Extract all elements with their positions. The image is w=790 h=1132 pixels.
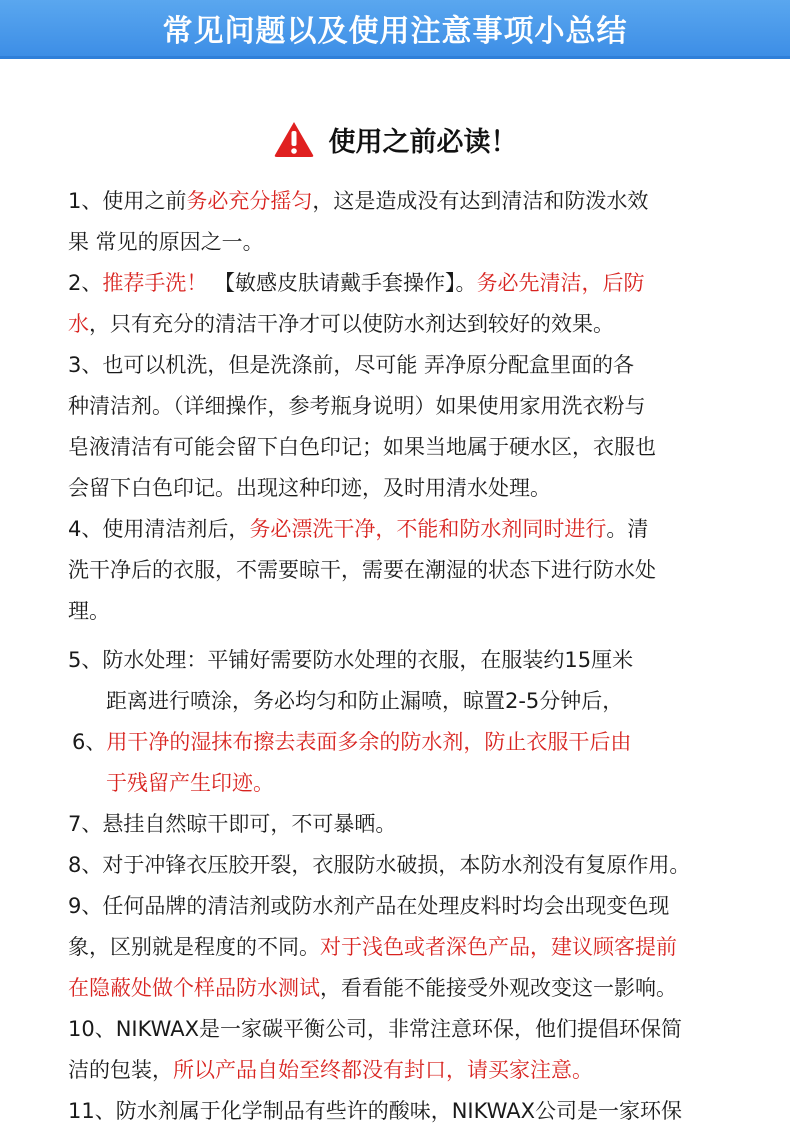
header-banner: [0, 0, 790, 59]
list-item: 理。: [68, 599, 110, 623]
notice-heading: [0, 117, 790, 161]
list-item: 1、使用之前务必充分摇匀，这是造成没有达到清洁和防泼水效: [68, 189, 649, 213]
notice-title: 使用之前必读！: [328, 126, 518, 158]
list-item: 水，只有充分的清洁干净才可以使防水剂达到较好的效果。: [68, 312, 614, 336]
list-item: 6、用干净的湿抹布擦去表面多余的防水剂，防止衣服干后由: [72, 730, 632, 754]
list-item: 种清洁剂。（详细操作，参考瓶身说明）如果使用家用洗衣粉与: [68, 394, 646, 418]
list-item: 2、推荐手洗！ 【敏感皮肤请戴手套操作】。务必先清洁，后防: [68, 271, 645, 295]
list-item: 洁的包装，所以产品自始至终都没有封口，请买家注意。: [68, 1058, 593, 1082]
list-item: 8、对于冲锋衣压胶开裂，衣服防水破损，本防水剂没有复原作用。: [68, 853, 691, 877]
list-item: 洗干净后的衣服，不需要晾干，需要在潮湿的状态下进行防水处: [68, 558, 656, 582]
list-item: 10、NIKWAX是一家碳平衡公司，非常注意环保，他们提倡环保简: [68, 1017, 683, 1041]
list-item: 4、使用清洁剂后，务必漂洗干净，不能和防水剂同时进行。清: [68, 517, 649, 541]
list-item: 皂液清洁有可能会留下白色印记；如果当地属于硬水区，衣服也: [68, 435, 656, 459]
list-item: 会留下白色印记。出现这种印迹，及时用清水处理。: [68, 476, 551, 500]
list-item: 3、也可以机洗，但是洗涤前，尽可能 弄净原分配盒里面的各: [68, 353, 635, 377]
warning-triangle-icon: [273, 120, 315, 158]
faq-list: [0, 181, 790, 1132]
list-item: 距离进行喷涂，务必均匀和防止漏喷，晾置2-5分钟后，: [106, 689, 624, 713]
list-item: 11、防水剂属于化学制品有些许的酸味，NIKWAX公司是一家环保: [68, 1099, 683, 1123]
list-item: 果 常见的原因之一。: [68, 230, 264, 254]
list-item: 9、任何品牌的清洁剂或防水剂产品在处理皮料时均会出现变色现: [68, 894, 670, 918]
list-item: 7、悬挂自然晾干即可，不可暴晒。: [68, 812, 397, 836]
list-item: 于残留产生印迹。: [106, 771, 274, 795]
list-item: 在隐蔽处做个样品防水测试，看看能不能接受外观改变这一影响。: [68, 976, 677, 1000]
list-item: 象，区别就是程度的不同。对于浅色或者深色产品，建议顾客提前: [68, 935, 677, 959]
banner-title: 常见问题以及使用注意事项小总结: [162, 14, 628, 49]
list-item: 5、防水处理：平铺好需要防水处理的衣服，在服装约15厘米: [68, 648, 634, 672]
